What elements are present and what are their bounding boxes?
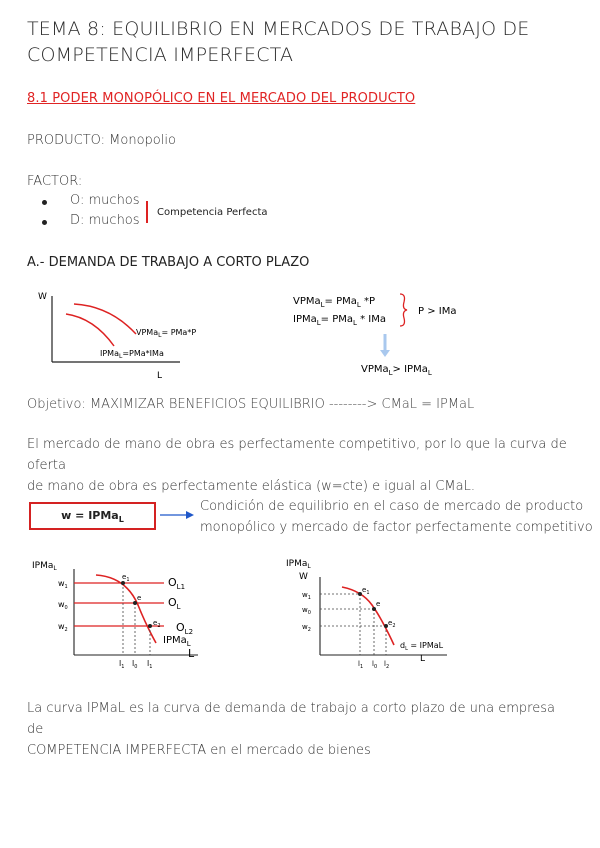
- supply-label-ol: $O_L$: [168, 596, 181, 611]
- point-e1-label: $e_1$: [362, 586, 370, 596]
- page-title: [27, 16, 530, 68]
- l0-label: $l_0$: [372, 660, 378, 670]
- x-axis-label: L: [420, 654, 426, 664]
- y-axis-label: W: [38, 292, 47, 302]
- x-axis-label: L: [157, 371, 163, 381]
- l2-label: $l_1$: [147, 659, 153, 670]
- factor-item-oferta: O: muchos: [70, 193, 140, 208]
- paragraph-line: El mercado de mano de obra es perfectamente competitivo, por lo que la curva de oferta: [27, 437, 567, 473]
- paragraph-line: COMPETENCIA IMPERFECTA en el mercado de bienes: [27, 743, 371, 758]
- y-axis-label-w: W: [299, 572, 308, 582]
- x-axis-label: L: [188, 647, 195, 660]
- ipma-formula: IPMa$_L$= PMa$_L$ * IMa: [293, 314, 386, 327]
- l0-label: $l_0$: [132, 659, 138, 670]
- l2-label: $l_2$: [384, 660, 390, 670]
- right-arrow: [160, 508, 196, 522]
- w1-label: $w_1$: [58, 579, 68, 590]
- l1-label: $l_1$: [358, 660, 364, 670]
- section-subtitle: 8.1 PODER MONOPÓLICO EN EL MERCADO DEL PRODUCTO: [27, 91, 416, 106]
- curve-label-ipma: IPMa$_L$: [163, 635, 191, 648]
- l1-label: $l_1$: [119, 659, 125, 670]
- point-e2-label: $e_2$: [388, 619, 396, 629]
- down-arrow-head: [380, 350, 390, 357]
- paragraph-line: de mano de obra es perfectamente elástica (w=cte) e igual al CMaL.: [27, 479, 475, 494]
- vpma-formula: VPMa$_L$= PMa$_L$ *P: [293, 296, 376, 309]
- supply-label-ol2: $O_{L2}$: [176, 621, 194, 636]
- section-a-heading: A.- DEMANDA DE TRABAJO A CORTO PLAZO: [27, 255, 310, 270]
- equilibrium-text-line: Condición de equilibrio en el caso de mercado de producto: [200, 499, 584, 514]
- equilibrium-text-line: monopólico y mercado de factor perfectamente competitivo: [200, 520, 593, 535]
- supply-label-ol1: $O_{L1}$: [168, 576, 186, 591]
- title-line-2: COMPETENCIA IMPERFECTA: [27, 44, 294, 66]
- vpma-label: VPMa$_L$= PMa*P: [136, 328, 197, 339]
- factor-label: FACTOR:: [27, 174, 83, 189]
- bullet-dot: [42, 220, 47, 225]
- point-e2-label: $e_2$: [153, 619, 161, 629]
- ipma-label: IPMa$_L$=PMa*IMa: [100, 349, 164, 360]
- w0-label: $w_0$: [302, 606, 311, 616]
- equilibrium-description: [200, 496, 593, 538]
- w1-label: $w_1$: [302, 591, 311, 601]
- ipma-demand-curve: [96, 575, 156, 643]
- ipma-curve: [66, 314, 114, 346]
- red-brace: [400, 294, 407, 326]
- labor-demand-derivation-graph: [282, 555, 462, 677]
- demand-label: $d_L$ = IPMaL: [400, 641, 444, 652]
- equilibrium-condition-box: w = IPMa$_L$: [29, 502, 156, 530]
- bullet-dot: [42, 200, 47, 205]
- y-axis-label: IPMa$_L$: [32, 561, 57, 572]
- title-line-1: TEMA 8: EQUILIBRIO EN MERCADOS DE TRABAJO DE: [27, 18, 530, 40]
- equilibrium-shift-graph: [28, 555, 218, 677]
- point-e1: [121, 581, 125, 585]
- point-e-label: e: [137, 594, 142, 602]
- w2-label: $w_2$: [58, 622, 68, 633]
- point-e1-label: $e_1$: [122, 573, 130, 583]
- w2-label: $w_2$: [302, 623, 311, 633]
- bracket-result: P > IMa: [418, 306, 457, 317]
- objective-line: Objetivo: MAXIMIZAR BENEFICIOS EQUILIBRIO --------> CMaL = IPMaL: [27, 397, 475, 412]
- w0-label: $w_0$: [58, 600, 68, 611]
- point-e2: [148, 624, 152, 628]
- y-axis-label-ipma: IPMa$_L$: [286, 559, 311, 570]
- paragraph-line: La curva IPMaL es la curva de demanda de trabajo a corto plazo de una empresa de: [27, 701, 555, 737]
- formulas-block: [288, 290, 488, 380]
- labor-demand-graph: [30, 290, 210, 385]
- paragraph-conclusion: [27, 698, 575, 761]
- conclusion-formula: VPMa$_L$> IPMa$_L$: [361, 364, 432, 377]
- point-e-label: e: [376, 600, 381, 608]
- paragraph-supply: [27, 434, 575, 497]
- producto-line: PRODUCTO: Monopolio: [27, 133, 176, 148]
- bracket-bar: [146, 201, 148, 223]
- factor-item-demanda: D: muchos: [70, 213, 140, 228]
- competencia-perfecta-note: Competencia Perfecta: [157, 207, 268, 218]
